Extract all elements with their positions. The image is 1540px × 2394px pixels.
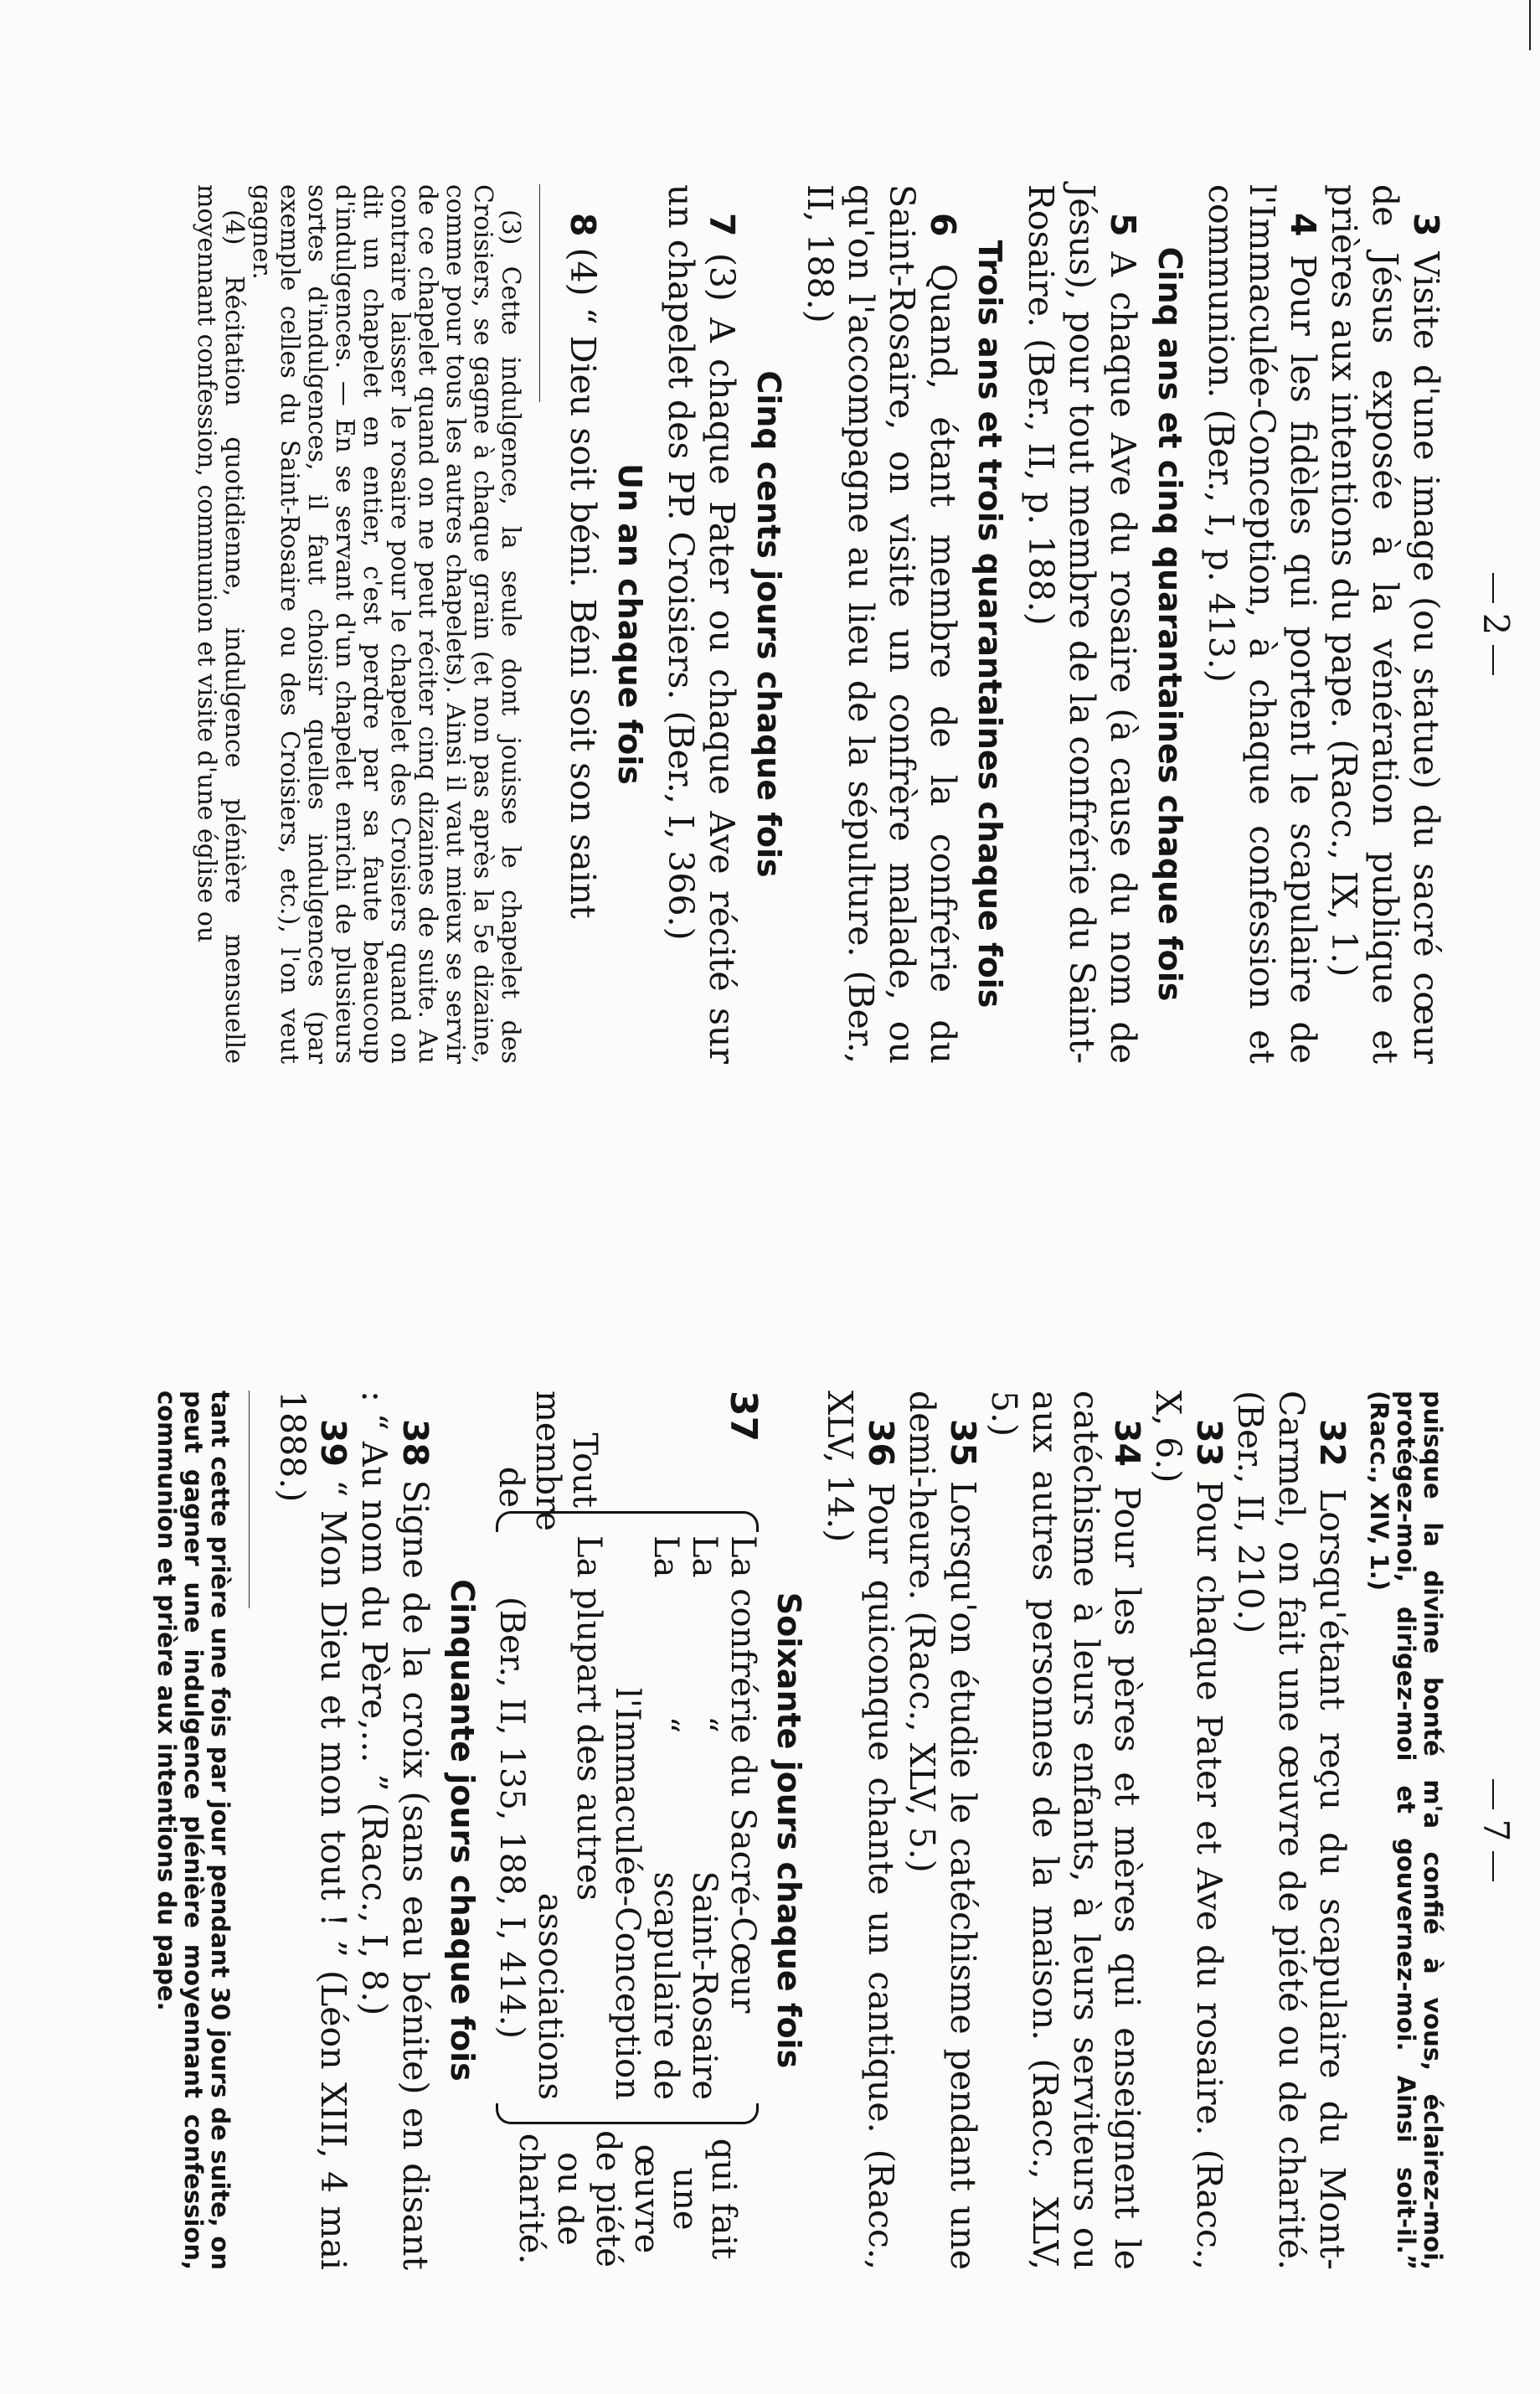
left-brace — [496, 1511, 759, 1532]
paragraph-37-number: 37 — [722, 1390, 765, 1442]
paragraph-33: 33 Pour chaque Pater et Ave du rosaire. (Racc., X, 6.) — [1148, 1390, 1229, 2270]
brace-table-37 — [492, 1390, 765, 2270]
brace-rows: La confrérie du Sacré-Cœur La “ Saint-Rosaire La “ scapulaire de l'Immaculée-Conception La plupart des autres associations (Ber., II, 135, 188, I, 414.) — [492, 1535, 762, 2100]
paragraph-6: 6 Quand, étant membre de la confrérie du Saint-Rosaire, on visite un confrère malade, ou qu'on l'accompagne au lieu de la sépulture. (Ber., II, 188.) — [800, 184, 963, 1064]
footnote-4: (4) Récitation quotidienne, indulgence plénière mensuelle moyennant confession, communion et visite d'une église ou — [192, 184, 249, 1064]
text-column — [152, 1390, 1447, 2270]
paragraph-32: 32 Lorsqu'étant reçu du scapulaire du Mont-Carmel, on fait une œuvre de piété ou de charité. (Ber., II, 210.) — [1230, 1390, 1352, 2270]
heading-cinq-ans: Cinq ans et cinq quarantaines chaque fois — [1151, 246, 1188, 1002]
paragraph-38: 38 Signe de la croix (sans eau bénite) en disant : “ Au nom du Père,... ” (Racc., I, 8.) — [354, 1390, 435, 2270]
text-column — [192, 184, 1446, 1064]
footnote-rule — [249, 1390, 250, 1608]
continued-prayer: puisque la divine bonté m'a confié à vous, éclairez-moi, protégez-moi, dirigez-moi et gouvernez-moi. Ainsi soit-il.” (Racc., XIV, 1.) — [1365, 1390, 1447, 2270]
heading-trois-ans: Trois ans et trois quarantaines chaque fois — [971, 240, 1008, 1009]
paragraph-7: 7 (3) A chaque Pater ou chaque Ave récité sur un chapelet des PP. Croisiers. (Ber., I, 366.) — [661, 184, 742, 1064]
heading-cinq-cents: Cinq cents jours chaque fois — [750, 370, 787, 878]
brace-left-label: Tout membre de — [492, 1390, 604, 1531]
footnote-continued: tant cette prière une fois par jour pendant 30 jours de suite, on peut gagner une indulgence plénière moyennant confession, communion et prière aux intentions du pape. — [152, 1390, 234, 2270]
page-2 — [0, 59, 1540, 1163]
paragraph-4: 4 Pour les fidèles qui portent le scapulaire de l'Immaculée-Conception, à chaque confession et communion. (Ber., I, p. 413.) — [1201, 184, 1323, 1064]
paragraph-3: 3 Visite d'une image (ou statue) du sacré cœur de Jésus exposée à la vénération publique et prières aux intentions du pape. (Racc., IX, 1.) — [1324, 184, 1446, 1064]
footnote-3: (3) Cette indulgence, la seule dont jouisse le chapelet des Croisiers, se gagne à chaque grain (et non pas après la 5e dizaine, comme pour tous les autres chapelets). Ainsi il vaut mieux se servir de ce chapelet quand on ne peut réciter cinq dizaines de suite. Au contraire laisser le rosaire pour le chapelet des Croisiers quand on dit un chapelet en entier, c'est perdre par sa faute beaucoup d'indulgences. — En se servant d'un chapelet enrichi de plusieurs sortes d'indulgences, il faut choisir quelles indulgences (par exemple celles du Saint-Rosaire ou des Croisiers, etc.), l'on veut gagner. — [247, 184, 525, 1064]
paragraph-8: 8 (4) “ Dieu soit béni. Béni soit son saint — [563, 213, 603, 919]
paragraph-5: 5 A chaque Ave du rosaire (à cause du nom de Jésus), pour tout membre de la confrérie du Saint-Rosaire. (Ber., II, p. 188.) — [1021, 184, 1143, 1064]
heading-un-an: Un an chaque fois — [611, 463, 648, 785]
brace-right-label: qui fait une œuvre de piété ou de charité. — [512, 2130, 743, 2268]
footnote-rule — [539, 184, 540, 402]
right-brace — [496, 2103, 759, 2124]
paragraph-35: 35 Lorsqu'on étudie le catéchisme pendant une demi-heure. (Racc., XLV, 5.) — [902, 1390, 983, 2270]
page-number: 2 — [1476, 184, 1517, 1064]
paragraph-39: 39 “ Mon Dieu et mon tout ! ” (Léon XIII, 4 mai 1888.) — [272, 1390, 353, 2270]
page-7 — [0, 1265, 1540, 2369]
paragraph-36: 36 Pour quiconque chante un cantique. (Racc., XLV, 14.) — [820, 1390, 901, 2270]
heading-cinquante: Cinquante jours chaque fois — [444, 1579, 481, 2082]
page-number: 7 — [1476, 1390, 1517, 2270]
heading-soixante: Soixante jours chaque fois — [770, 1592, 807, 2069]
scan-edge-line — [1529, 0, 1531, 50]
paragraph-34: 34 Pour les pères et mères qui enseignent le catéchisme à leurs enfants, à leurs serviteurs ou aux autres personnes de la maison. (Racc., XLV, 5.) — [984, 1390, 1147, 2270]
